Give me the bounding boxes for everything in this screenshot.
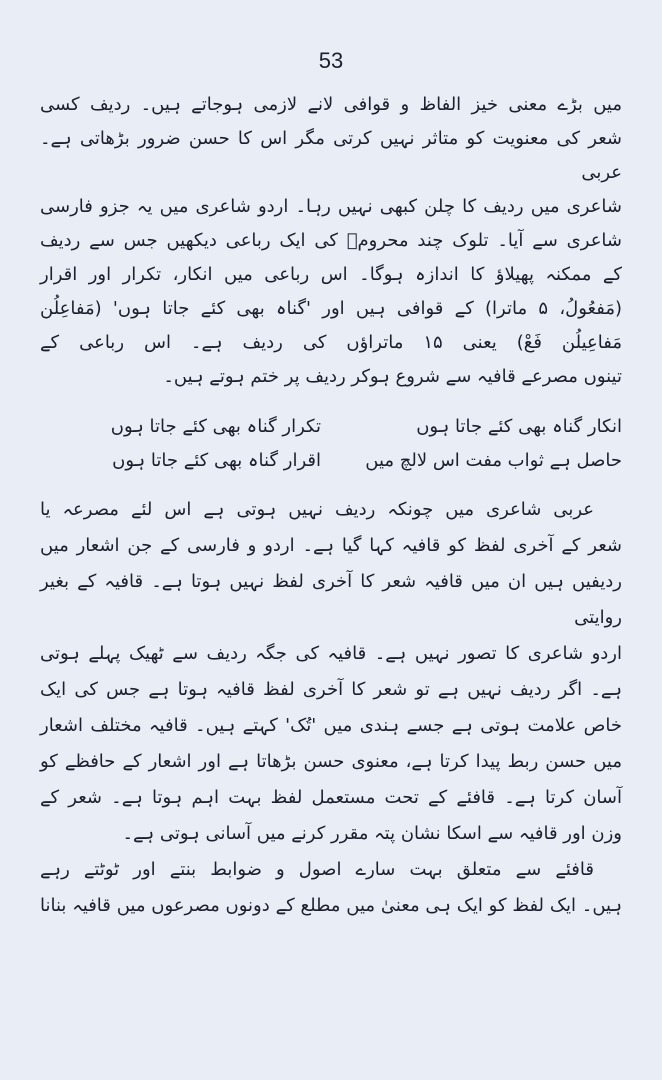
text-line: خاص علامت ہوتی ہے جسے ہندی میں 'تُک' کہتے ہیں۔ قافیہ مختلف اشعار [40,715,622,736]
text-line: قافئے سے متعلق بہت سارے اصول و ضوابط بنتے اور ٹوٹتے رہے [40,859,594,880]
text-line: ردیفیں ہیں ان میں قافیہ شعر کا آخری لفظ نہیں ہوتا ہے۔ قافیہ کے بغیر روایتی [40,571,622,628]
text-line: تینوں مصرعے قافیہ سے شروع ہوکر ردیف پر ختم ہوتے ہیں۔ [163,366,622,387]
paragraph-2 [40,492,622,852]
text-line: اردو شاعری کا تصور نہیں ہے۔ قافیہ کی جگہ ردیف سے ٹھیک پہلے ہوتی [40,643,622,664]
text-line: میں بڑے معنی خیز الفاظ و قوافی لانے لازمی ہوجاتے ہیں۔ ردیف کسی [40,94,622,115]
text-line: (مَفعُولُ، ۵ ماترا) کے قوافی ہیں اور 'گناہ بھی کئے جاتا ہوں' (مَفاعِلُن [40,298,622,319]
text-line: میں حسن ربط پیدا کرتا ہے، معنوی حسن بڑھاتا ہے اور اشعار کے حافظے کو [40,751,622,772]
page-number: 53 [318,48,344,73]
paragraph-3 [40,852,622,924]
text-line: آسان کرتا ہے۔ قافئے کے تحت مستعمل لفظ بہت اہم ہوتا ہے۔ شعر کے [40,787,622,808]
verse-line: اقرار گناہ بھی کئے جاتا ہوں [112,450,321,471]
text-line: شاعری میں ردیف کا چلن کبھی نہیں رہا۔ اردو شاعری میں یہ جزو فارسی [40,196,622,217]
text-line: شاعری سے آیا۔ تلوک چند محرومؔ کی ایک رباعی دیکھیں جس سے ردیف [40,230,622,251]
text-line: عربی شاعری میں چونکہ ردیف نہیں ہوتی ہے اس لئے مصرعہ یا [40,499,594,520]
text-line: شعر کے آخری لفظ کو قافیہ کہا گیا ہے۔ اردو و فارسی کے جن اشعار میں [40,535,622,556]
rubai-verse [40,410,622,478]
paragraph-1 [40,88,622,394]
verse-line: انکار گناہ بھی کئے جاتا ہوں [416,416,622,437]
text-line: شعر کی معنویت کو متاثر نہیں کرتی مگر اس کا حسن ضرور بڑھاتی ہے۔ عربی [40,128,622,183]
text-line: ہے۔ اگر ردیف نہیں ہے تو شعر کا آخری لفظ قافیہ ہوتا ہے جس کی ایک [40,679,622,700]
verse-line: حاصل ہے ثواب مفت اس لالچ میں [365,450,622,471]
verse-row [40,444,622,478]
text-line: ہیں۔ ایک لفظ کو ایک ہی معنیٰ میں مطلع کے دونوں مصرعوں میں قافیہ بنانا [40,895,622,916]
text-line: مَفاعِیلُن فَعْ) یعنی ۱۵ ماتراؤں کی ردیف ہے۔ اس رباعی کے [40,332,622,353]
text-line: کے ممکنہ پھیلاؤ کا اندازہ ہوگا۔ اس رباعی میں انکار، تکرار اور اقرار [40,264,622,285]
text-line: وزن اور قافیہ سے اسکا نشان پتہ مقرر کرنے میں آسانی ہوتی ہے۔ [122,823,622,844]
verse-row [40,410,622,444]
verse-line: تکرار گناہ بھی کئے جاتا ہوں [110,416,321,437]
